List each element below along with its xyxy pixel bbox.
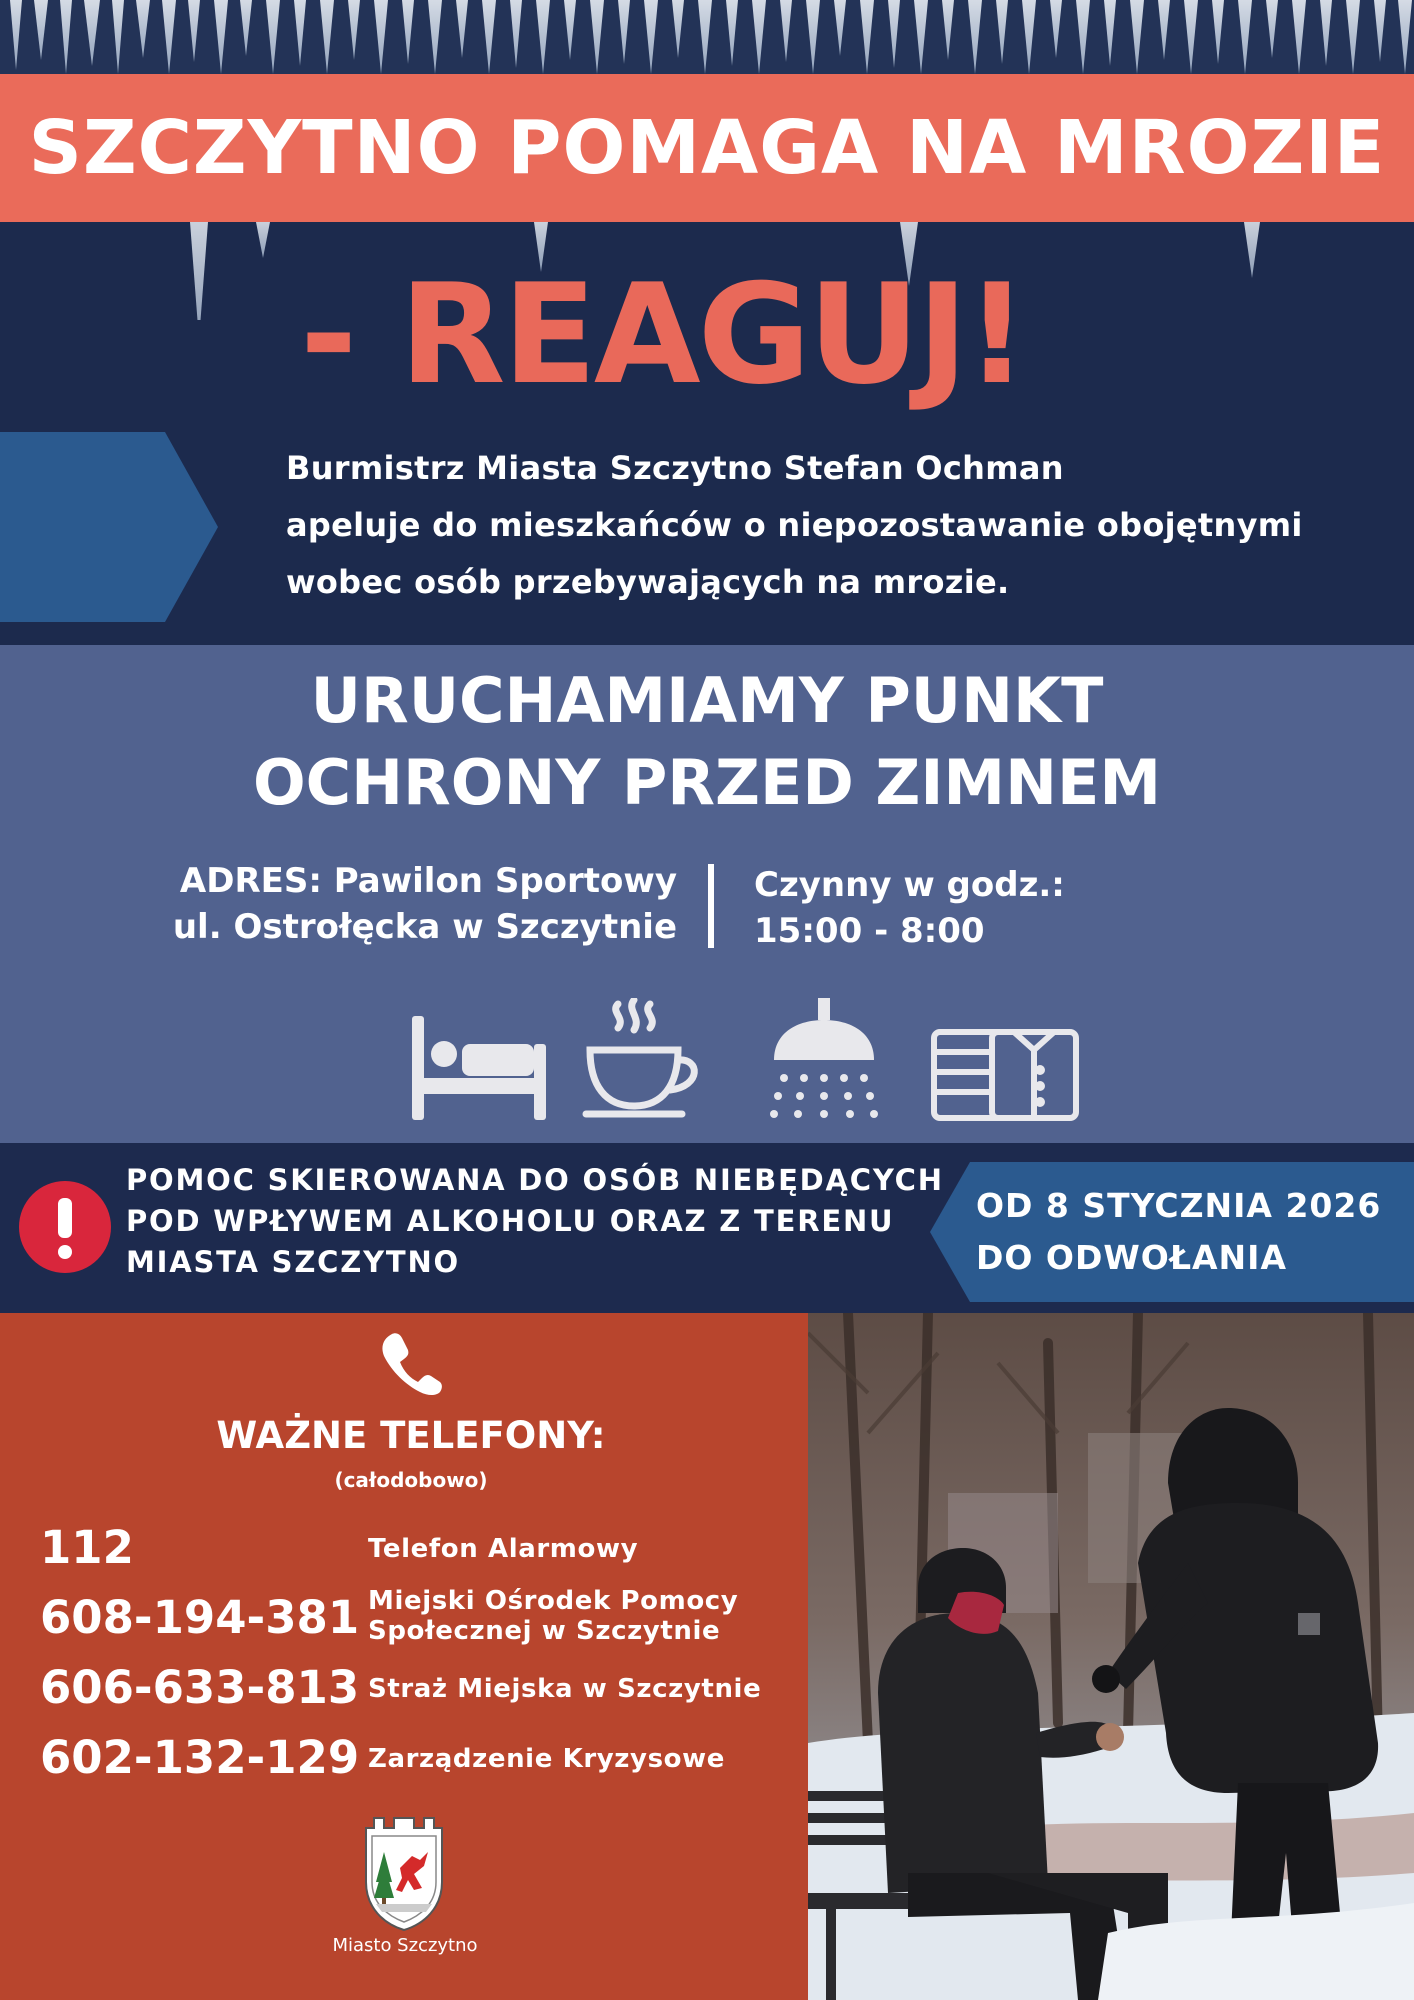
hours-label: Czynny w godz.: xyxy=(754,865,1065,905)
date-line: OD 8 STYCZNIA 2026 xyxy=(976,1186,1382,1225)
phone-icon xyxy=(378,1330,444,1396)
hours-value: 15:00 - 8:00 xyxy=(754,911,985,951)
shelter-title-line: OCHRONY PRZED ZIMNEM xyxy=(252,746,1162,819)
phone-label: Miejski Ośrodek Pomocy xyxy=(368,1586,739,1616)
mayor-appeal xyxy=(286,440,1386,611)
shelter-title xyxy=(0,660,1414,824)
poster-title: SZCZYTNO POMAGA NA MROZIE xyxy=(28,105,1386,191)
clothes-icon xyxy=(934,1032,1076,1118)
divider xyxy=(708,864,714,948)
notice-text xyxy=(126,1160,946,1283)
phone-number: 112 xyxy=(40,1521,134,1574)
city-crest-icon xyxy=(362,1812,446,1932)
shower-icon xyxy=(770,998,878,1118)
phones-title: WAŻNE TELEFONY: xyxy=(216,1414,606,1457)
date-line: DO ODWOŁANIA xyxy=(976,1238,1287,1277)
phone-number: 606-633-813 xyxy=(40,1661,360,1714)
opening-hours xyxy=(754,862,1154,954)
headline-reaguj: - REAGUJ! xyxy=(300,254,1026,415)
notice-line: POD WPŁYWEM ALKOHOLU ORAZ Z TERENU xyxy=(126,1204,895,1238)
phone-label: Straż Miejska w Szczytnie xyxy=(368,1674,762,1704)
exclamation-icon xyxy=(18,1180,112,1274)
hot-cup-icon xyxy=(586,1000,694,1114)
appeal-line: Burmistrz Miasta Szczytno Stefan Ochman xyxy=(286,449,1064,487)
appeal-line: apeluje do mieszkańców o niepozostawanie obojętnymi xyxy=(286,506,1303,544)
photo-winter-park xyxy=(808,1313,1414,2000)
notice-line: POMOC SKIEROWANA DO OSÓB NIEBĘDĄCYCH xyxy=(126,1163,944,1197)
phones-subtitle: (całodobowo) xyxy=(334,1468,488,1492)
appeal-line: wobec osób przebywających na mrozie. xyxy=(286,563,1010,601)
notice-line: MIASTA SZCZYTNO xyxy=(126,1245,460,1279)
date-range xyxy=(976,1180,1406,1284)
shelter-address xyxy=(100,858,677,950)
phone-number: 602-132-129 xyxy=(40,1731,360,1784)
crest-caption: Miasto Szczytno xyxy=(332,1935,478,1956)
amenities-icons xyxy=(400,998,1090,1123)
arrow-decoration xyxy=(0,432,220,622)
phone-number: 608-194-381 xyxy=(40,1591,360,1644)
phone-label: Telefon Alarmowy xyxy=(368,1534,639,1564)
address-line: ul. Ostrołęcka w Szczytnie xyxy=(172,907,677,947)
shelter-title-line: URUCHAMIAMY PUNKT xyxy=(310,664,1104,737)
phone-label: Zarządzenie Kryzysowe xyxy=(368,1744,725,1774)
bed-icon xyxy=(412,1016,546,1120)
phone-label: Społecznej w Szczytnie xyxy=(368,1616,721,1646)
address-line: ADRES: Pawilon Sportowy xyxy=(179,861,677,901)
